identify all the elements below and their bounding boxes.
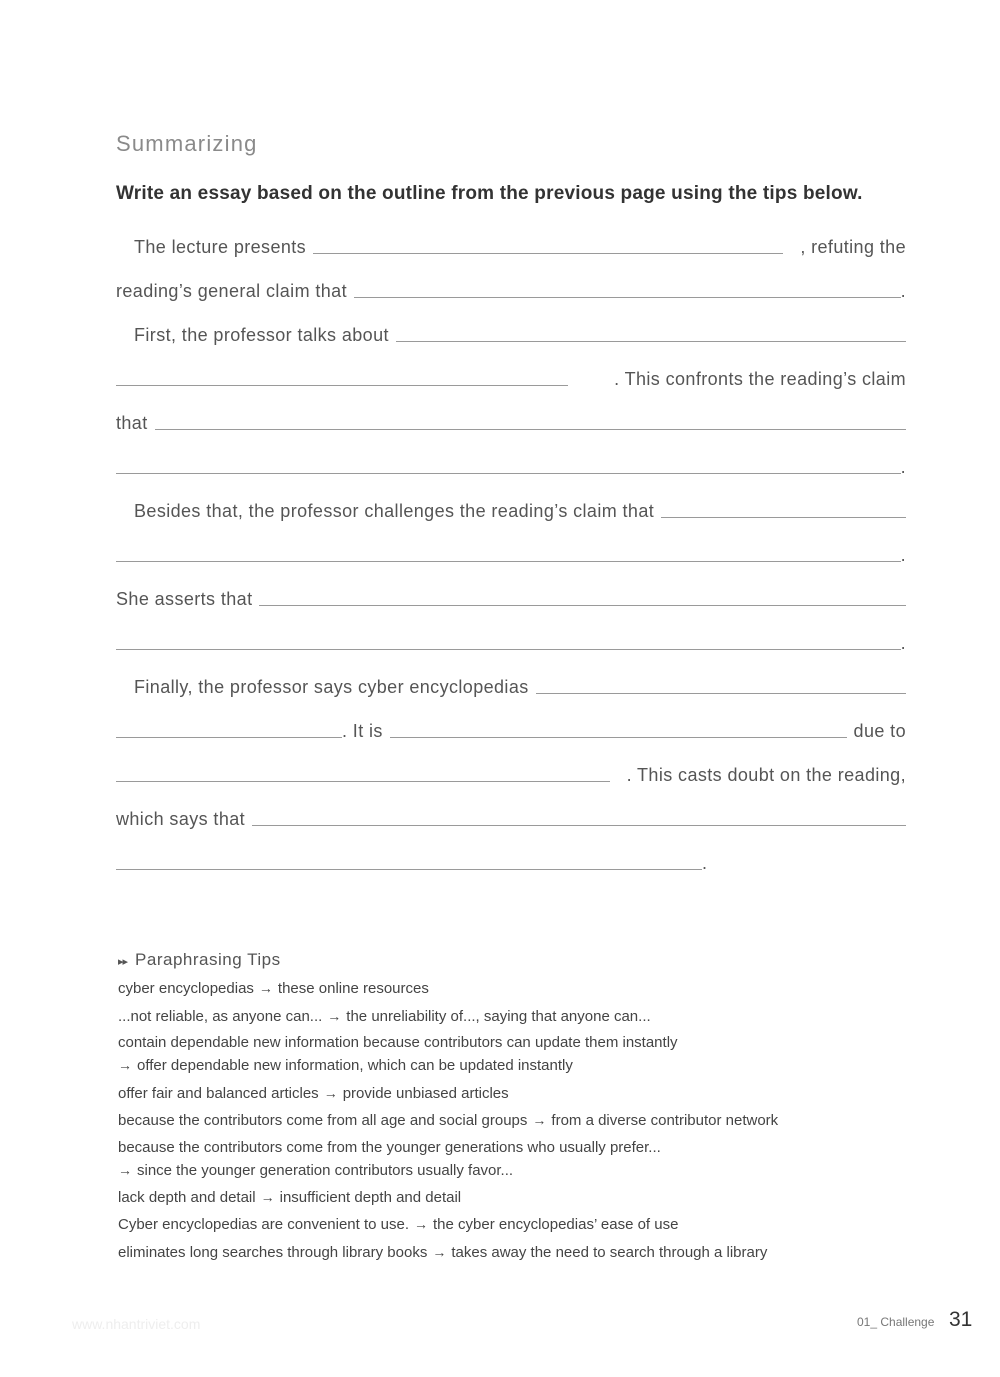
tip-item — [118, 1186, 461, 1209]
fill-blank[interactable] — [116, 737, 342, 738]
arrow-right-icon: → — [327, 1008, 342, 1024]
fill-blank[interactable] — [313, 253, 783, 254]
tip-paraphrase: from a diverse contributor network — [551, 1112, 779, 1129]
fill-blank[interactable] — [661, 517, 906, 518]
essay-text: . This casts doubt on the reading, — [626, 765, 906, 785]
essay-line-8 — [116, 538, 906, 566]
essay-text: . — [900, 281, 906, 301]
fill-blank[interactable] — [116, 561, 901, 562]
tip-item — [118, 1241, 767, 1264]
tip-original: because the contributors come from all age and social groups — [118, 1112, 528, 1129]
essay-line-6 — [116, 450, 906, 478]
fill-blank[interactable] — [390, 737, 847, 738]
essay-text: due to — [853, 721, 906, 741]
tip-item — [118, 1032, 678, 1077]
page-number: 31 — [949, 1308, 973, 1331]
fill-blank[interactable] — [396, 341, 906, 342]
fill-blank[interactable] — [116, 385, 568, 386]
essay-text: which says that — [116, 809, 246, 829]
essay-line-13 — [116, 758, 906, 786]
tip-paraphrase: the unreliability of..., saying that anyone can... — [346, 1008, 651, 1025]
fill-blank[interactable] — [155, 429, 906, 430]
fill-blank[interactable] — [259, 605, 906, 606]
essay-line-11 — [116, 670, 906, 698]
fill-blank[interactable] — [116, 473, 901, 474]
essay-line-4 — [116, 362, 906, 390]
essay-text: . — [900, 633, 906, 653]
essay-text: that — [116, 413, 148, 433]
essay-text: Besides that, the professor challenges the reading’s claim that — [134, 501, 655, 521]
arrow-right-icon: → — [323, 1085, 338, 1101]
essay-line-7 — [116, 494, 906, 522]
fill-blank[interactable] — [116, 649, 901, 650]
tip-paraphrase: offer dependable new information, which can be updated instantly — [137, 1057, 573, 1074]
essay-line-10 — [116, 626, 906, 654]
essay-text: . This confronts the reading’s claim — [614, 369, 906, 389]
fill-blank[interactable] — [252, 825, 906, 826]
arrow-right-icon: → — [260, 1189, 275, 1205]
essay-text: . — [702, 853, 708, 873]
essay-text: She asserts that — [116, 589, 253, 609]
essay-text: . — [900, 545, 906, 565]
essay-line-12 — [116, 714, 906, 742]
tips-heading — [118, 950, 281, 970]
tip-original: Cyber encyclopedias are convenient to use. — [118, 1216, 410, 1233]
essay-line-1 — [116, 230, 906, 258]
essay-line-14 — [116, 802, 906, 830]
tip-original: ...not reliable, as anyone can... — [118, 1008, 323, 1025]
essay-text: reading’s general claim that — [116, 281, 347, 301]
double-arrow-icon: ▸▸ — [118, 956, 128, 968]
essay-text: The lecture presents — [134, 237, 307, 257]
tip-item — [118, 1082, 509, 1105]
tip-original: cyber encyclopedias — [118, 980, 254, 997]
arrow-right-icon: → — [258, 980, 273, 996]
tip-paraphrase: takes away the need to search through a library — [451, 1244, 768, 1261]
tip-paraphrase: since the younger generation contributors usually favor... — [137, 1162, 514, 1179]
tip-original: lack depth and detail — [118, 1189, 256, 1206]
tip-item — [118, 1213, 678, 1236]
chapter-label: 01_ Challenge — [857, 1315, 935, 1329]
essay-text: , refuting the — [800, 237, 906, 257]
essay-line-15 — [116, 846, 716, 874]
tip-paraphrase: provide unbiased articles — [342, 1085, 509, 1102]
arrow-right-icon: → — [532, 1112, 547, 1128]
tip-paraphrase: these online resources — [277, 980, 429, 997]
essay-text: . — [900, 457, 906, 477]
tip-original: eliminates long searches through library books — [118, 1244, 428, 1261]
fill-blank[interactable] — [116, 869, 702, 870]
tips-heading-text: Paraphrasing Tips — [135, 950, 281, 969]
arrow-right-icon: → — [118, 1057, 132, 1073]
essay-text: First, the professor talks about — [134, 325, 389, 345]
fill-blank[interactable] — [116, 781, 610, 782]
essay-text: Finally, the professor says cyber encyclopedias — [134, 677, 529, 697]
tip-item — [118, 1005, 651, 1028]
arrow-right-icon: → — [118, 1162, 132, 1178]
tip-original: because the contributors come from the younger generations who usually prefer... — [118, 1139, 661, 1156]
tip-item — [118, 977, 429, 1000]
essay-line-3 — [116, 318, 906, 346]
fill-blank[interactable] — [354, 297, 901, 298]
arrow-right-icon: → — [414, 1216, 429, 1232]
tip-original: contain dependable new information because contributors can update them instantly — [118, 1034, 678, 1051]
essay-line-9 — [116, 582, 906, 610]
fill-blank[interactable] — [536, 693, 906, 694]
tip-paraphrase: insufficient depth and detail — [279, 1189, 462, 1206]
instruction-text: Write an essay based on the outline from the previous page using the tips below. — [116, 183, 863, 204]
tip-item — [118, 1109, 778, 1132]
watermark-url: www.nhantriviet.com — [72, 1316, 201, 1332]
section-title: Summarizing — [116, 131, 258, 156]
tip-original: offer fair and balanced articles — [118, 1085, 319, 1102]
essay-line-2 — [116, 274, 906, 302]
tip-item — [118, 1137, 661, 1182]
essay-line-5 — [116, 406, 906, 434]
arrow-right-icon: → — [432, 1244, 447, 1260]
essay-text: . It is — [342, 721, 383, 741]
tip-paraphrase: the cyber encyclopedias’ ease of use — [433, 1216, 679, 1233]
